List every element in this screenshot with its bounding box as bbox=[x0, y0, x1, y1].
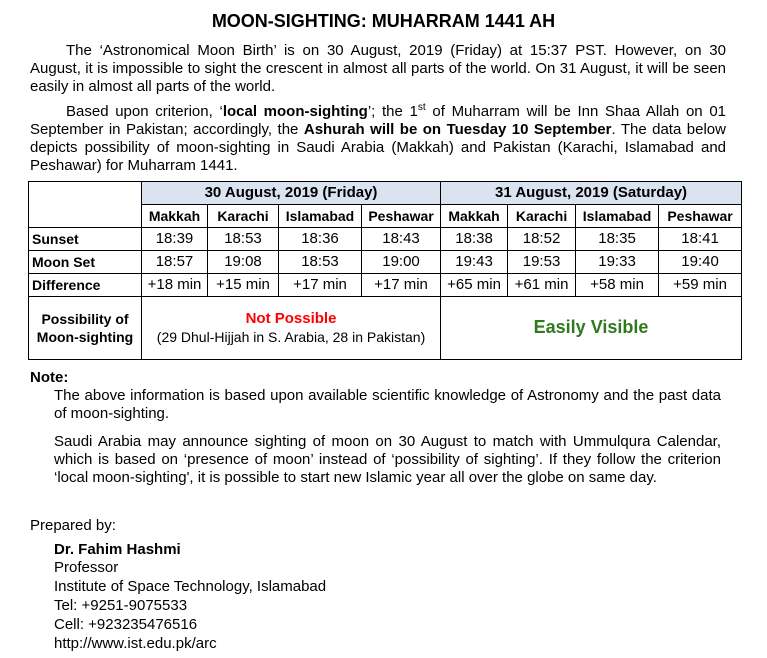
table-cell: +58 min bbox=[576, 274, 659, 297]
table-cell: +59 min bbox=[659, 274, 742, 297]
table-cell: 19:40 bbox=[659, 251, 742, 274]
ordinal-superscript: st bbox=[417, 102, 426, 113]
table-cell: +18 min bbox=[142, 274, 208, 297]
criterion-text-4: . The data below depicts possibility of moon-sighting in Saudi Arabia (Makkah) and Pakistan (Karachi, Islamabad and Peshawar) for Muharram 1441. bbox=[30, 121, 726, 174]
author-cell: Cell: +923235476516 bbox=[54, 616, 198, 633]
criterion-text-2: ’; the 1 bbox=[367, 103, 418, 120]
city-header: Peshawar bbox=[362, 205, 441, 228]
city-header: Makkah bbox=[441, 205, 508, 228]
author-institute: Institute of Space Technology, Islamabad bbox=[54, 578, 327, 595]
table-cell: 19:00 bbox=[362, 251, 441, 274]
table-row-difference bbox=[29, 274, 742, 297]
author-website-link[interactable]: http://www.ist.edu.pk/arc bbox=[54, 635, 217, 652]
row-label: Sunset bbox=[29, 228, 142, 251]
table-cell: +61 min bbox=[508, 274, 576, 297]
table-date-header-row bbox=[29, 182, 742, 205]
table-cell: +65 min bbox=[441, 274, 508, 297]
table-row-possibility bbox=[29, 297, 742, 360]
author-position: Professor bbox=[54, 559, 119, 576]
row-label: Difference bbox=[29, 274, 142, 297]
table-cell: 18:39 bbox=[142, 228, 208, 251]
date-header-day1: 30 August, 2019 (Friday) bbox=[142, 182, 441, 205]
table-cell: 19:33 bbox=[576, 251, 659, 274]
table-cell: 19:08 bbox=[208, 251, 279, 274]
table-cell: 19:43 bbox=[441, 251, 508, 274]
criterion-text-1: Based upon criterion, ‘ bbox=[66, 103, 223, 120]
table-cell: +17 min bbox=[279, 274, 362, 297]
not-possible-status: Not Possible bbox=[245, 310, 337, 327]
possibility-label bbox=[29, 297, 142, 360]
criterion-bold-ashurah: Ashurah will be on Tuesday 10 September bbox=[303, 121, 612, 138]
not-possible-note: (29 Dhul-Hijjah in S. Arabia, 28 in Pakistan) bbox=[156, 329, 426, 345]
intro-paragraph: The ‘Astronomical Moon Birth’ is on 30 August, 2019 (Friday) at 15:37 PST. However, on 30 August, it is impossible to sight the crescent in almost all parts of the world. On 31 August, it will be seen easily in almost all parts of the world. bbox=[30, 42, 726, 95]
author-telephone: Tel: +9251-9075533 bbox=[54, 597, 188, 614]
criterion-text-3: of Muharram will be Inn Shaa Allah on 01 September in Pakistan; accordingly, the bbox=[30, 103, 726, 138]
criterion-paragraph bbox=[30, 103, 726, 175]
table-cell: +15 min bbox=[208, 274, 279, 297]
table-corner-cell bbox=[29, 182, 142, 228]
city-header: Islamabad bbox=[576, 205, 659, 228]
possibility-label-line1: Possibility of bbox=[41, 311, 129, 327]
note-paragraph-1: The above information is based upon available scientific knowledge of Astronomy and the past data of moon-sighting. bbox=[54, 387, 721, 422]
city-header: Karachi bbox=[508, 205, 576, 228]
easily-visible-status: Easily Visible bbox=[533, 317, 649, 337]
prepared-by-label: Prepared by: bbox=[30, 517, 116, 534]
city-header: Makkah bbox=[142, 205, 208, 228]
table-cell: 18:57 bbox=[142, 251, 208, 274]
table-cell: 18:38 bbox=[441, 228, 508, 251]
table-row-sunset bbox=[29, 228, 742, 251]
table-cell: 18:41 bbox=[659, 228, 742, 251]
table-cell: 18:53 bbox=[279, 251, 362, 274]
table-cell: 18:35 bbox=[576, 228, 659, 251]
author-name: Dr. Fahim Hashmi bbox=[54, 541, 181, 558]
table-cell: 18:52 bbox=[508, 228, 576, 251]
date-header-day2: 31 August, 2019 (Saturday) bbox=[441, 182, 742, 205]
city-header: Islamabad bbox=[279, 205, 362, 228]
table-cell: 18:36 bbox=[279, 228, 362, 251]
table-cell: +17 min bbox=[362, 274, 441, 297]
row-label: Moon Set bbox=[29, 251, 142, 274]
moon-sighting-table bbox=[28, 181, 742, 360]
day1-possibility-cell bbox=[142, 297, 441, 360]
table-row-moonset bbox=[29, 251, 742, 274]
document-title: MOON-SIGHTING: MUHARRAM 1441 AH bbox=[211, 11, 556, 31]
possibility-label-line2: Moon-sighting bbox=[36, 329, 134, 345]
criterion-bold-local: local moon-sighting bbox=[222, 103, 368, 120]
table-cell: 18:43 bbox=[362, 228, 441, 251]
note-heading: Note: bbox=[30, 369, 69, 386]
city-header: Karachi bbox=[208, 205, 279, 228]
day2-possibility-cell bbox=[441, 297, 742, 360]
note-paragraph-2: Saudi Arabia may announce sighting of moon on 30 August to match with Ummulqura Calendar, which is based on ‘presence of moon’ instead of ‘possibility of sighting’. If they follow the criterion ‘local moon-sighting', it is possible to start new Islamic year all over the globe on same day. bbox=[54, 433, 721, 486]
city-header: Peshawar bbox=[659, 205, 742, 228]
table-cell: 19:53 bbox=[508, 251, 576, 274]
table-cell: 18:53 bbox=[208, 228, 279, 251]
